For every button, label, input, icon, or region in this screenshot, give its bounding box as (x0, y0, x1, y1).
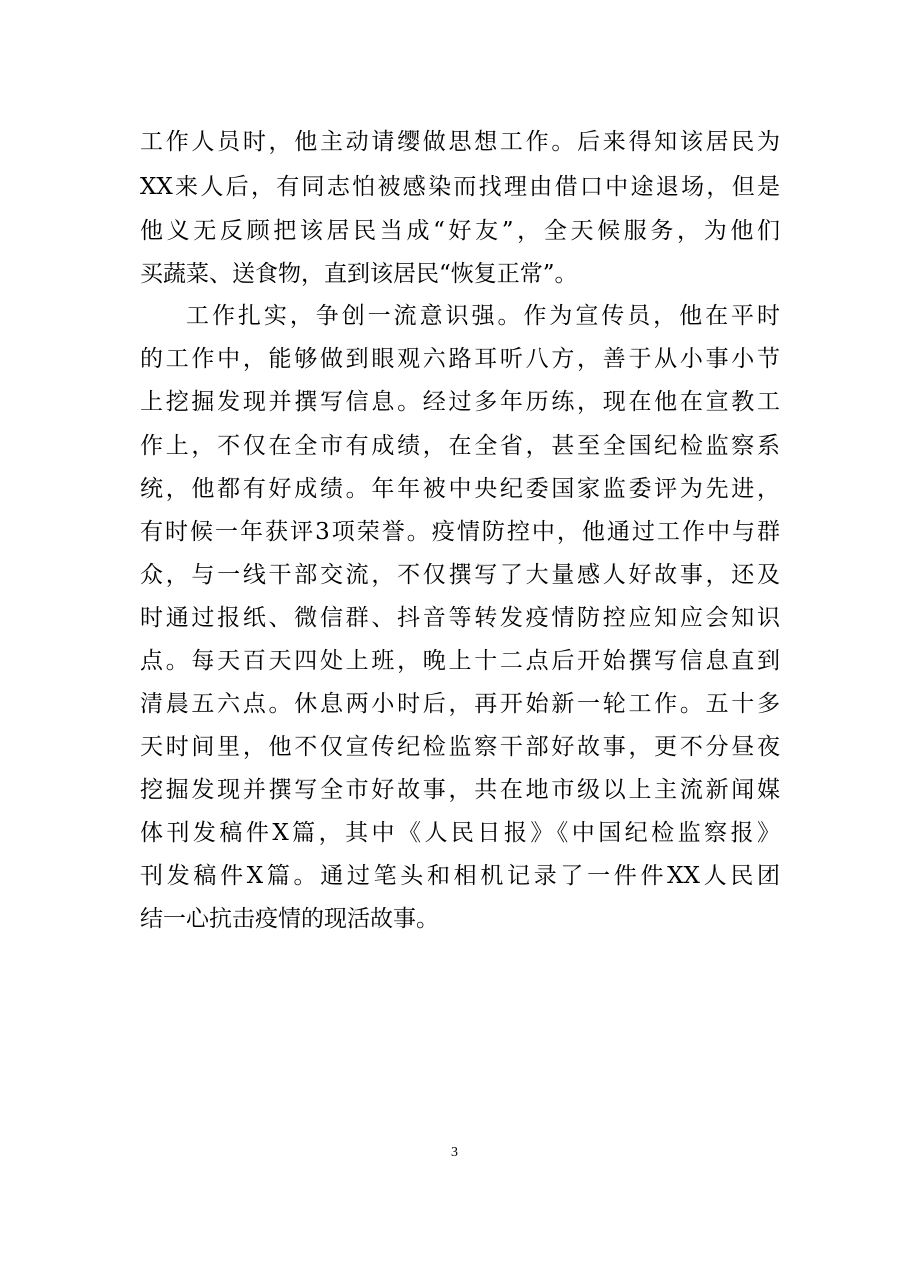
paragraph-2-line-10: 清晨五六点。休息两小时后，再开始新一轮工作。五十多 (140, 691, 780, 717)
paragraph-2-line-13: 体刊发稿件X篇，其中《人民日报》《中国纪检监察报》 (140, 820, 780, 846)
paragraph-1-line-4: 买蔬菜、送食物，直到该居民“恢复正常”。 (140, 261, 578, 287)
paragraph-2-line-6: 有时候一年获评3项荣誉。疫情防控中，他通过工作中与群 (140, 519, 780, 545)
paragraph-2-line-15: 结一心抗击疫情的现活故事。 (140, 906, 439, 932)
paragraph-2-line-5: 统，他都有好成绩。年年被中央纪委国家监委评为先进， (140, 476, 780, 502)
paragraph-2-line-14: 刊发稿件X篇。通过笔头和相机记录了一件件XX人民团 (140, 863, 780, 889)
paragraph-2-line-1: 工作扎实，争创一流意识强。作为宣传员，他在平时 (186, 303, 780, 329)
paragraph-1-line-3: 他义无反顾把该居民当成“好友”，全天候服务，为他们 (140, 218, 780, 244)
page-number: 3 (451, 1145, 458, 1160)
paragraph-2-line-7: 众，与一线干部交流，不仅撰写了大量感人好故事，还及 (140, 562, 780, 588)
paragraph-2-line-11: 天时间里，他不仅宣传纪检监察干部好故事，更不分昼夜 (140, 734, 780, 760)
paragraph-2-line-12: 挖掘发现并撰写全市好故事，共在地市级以上主流新闻媒 (140, 777, 780, 803)
paragraph-2-line-9: 点。每天百天四处上班，晚上十二点后开始撰写信息直到 (140, 648, 780, 674)
paragraph-2-line-2: 的工作中，能够做到眼观六路耳听八方，善于从小事小节 (140, 346, 780, 372)
paragraph-1-line-1: 工作人员时，他主动请缨做思想工作。后来得知该居民为 (140, 129, 780, 155)
paragraph-2-line-4: 作上，不仅在全市有成绩，在全省，甚至全国纪检监察系 (140, 433, 780, 459)
paragraph-1-line-2: XX来人后，有同志怕被感染而找理由借口中途退场，但是 (140, 174, 780, 200)
paragraph-2-line-8: 时通过报纸、微信群、抖音等转发疫情防控应知应会知识 (140, 605, 780, 631)
paragraph-2-line-3: 上挖掘发现并撰写信息。经过多年历练，现在他在宣教工 (140, 389, 780, 415)
